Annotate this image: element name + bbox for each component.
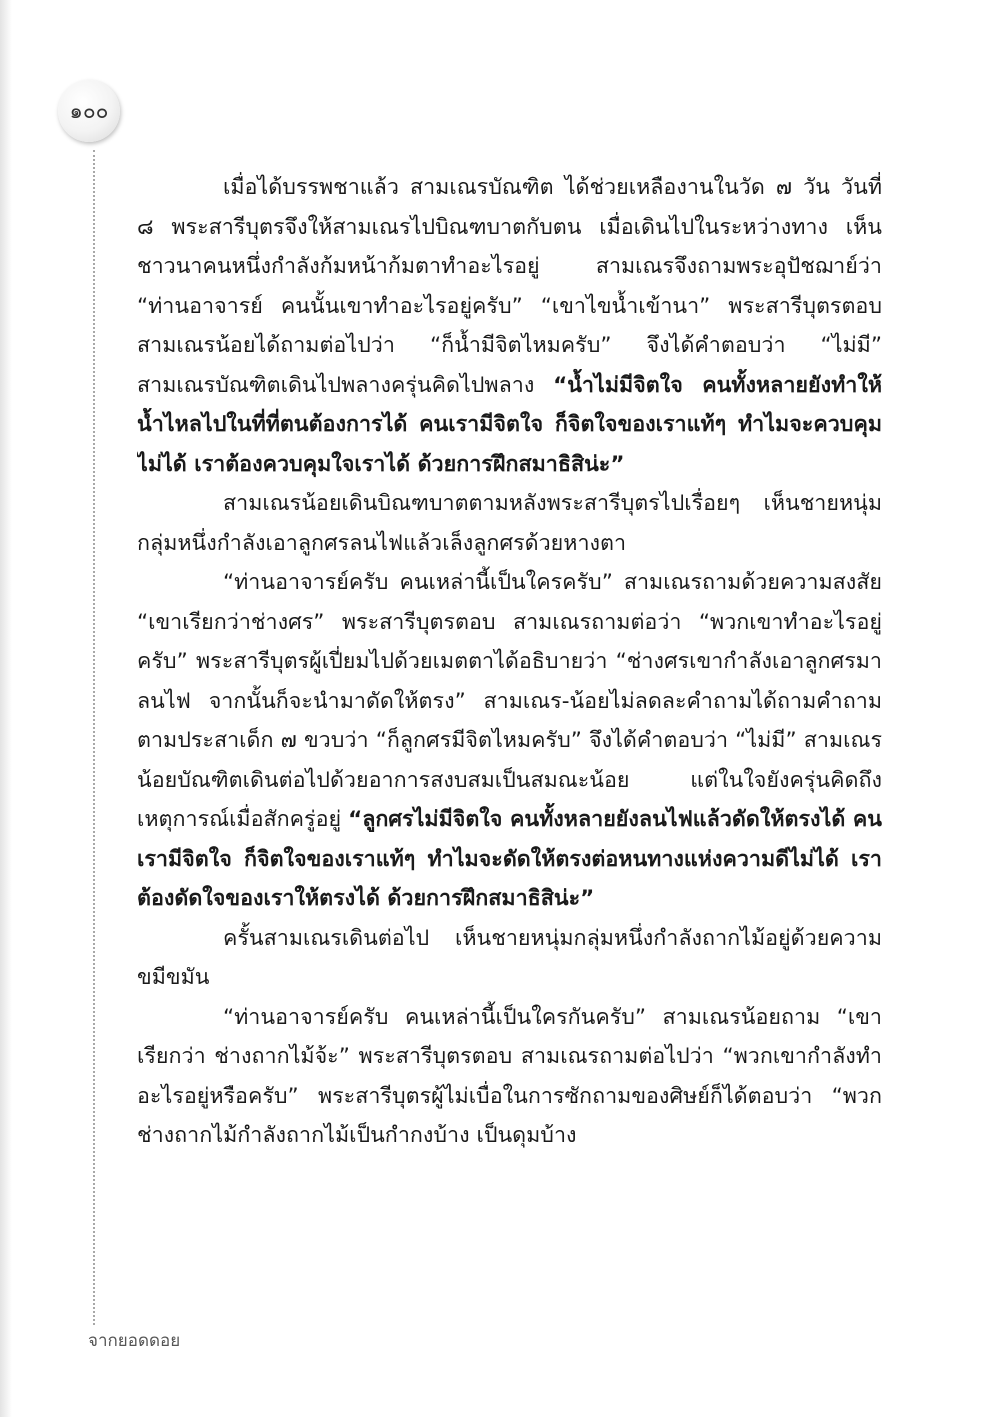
paragraph-5 — [137, 998, 882, 1156]
page-number-badge — [58, 80, 120, 142]
paragraph-3-run-2-bold: “ลูกศรไม่มีจิตใจ คนทั้งหลายยังลนไฟแล้วดัดให้ตรงได้ คนเรามีจิตใจ ก็จิตใจของเราแท้ๆ ทำไมจะดัดให้ตรงต่อหนทางแห่งความดีไม่ได้ เราต้องดัดใจของเราให้ตรงได้ ด้วยการฝึกสมาธิสิน่ะ” — [137, 807, 882, 911]
paragraph-1 — [137, 168, 882, 484]
body-text — [137, 168, 882, 1308]
page-number: ๑๐๐ — [69, 98, 109, 123]
paragraph-4-run-1: ครั้นสามเณรเดินต่อไป เห็นชายหนุ่มกลุ่มหนึ่งกำลังถากไม้อยู่ด้วยความขมีขมัน — [137, 925, 882, 990]
paragraph-5-run-1: “ท่านอาจารย์ครับ คนเหล่านี้เป็นใครกันครับ” สามเณรน้อยถาม “เขาเรียกว่า ช่างถากไม้จ้ะ” พระสารีบุตรตอบ สามเณรถามต่อไปว่า “พวกเขากำลังทำอะไรอยู่หรือครับ” พระสารีบุตรผู้ไม่เบื่อในการซักถามของศิษย์ก็ได้ตอบว่า “พวกช่างถากไม้กำลังถากไม้เป็นกำกงบ้าง เป็นดุมบ้าง — [137, 1004, 882, 1148]
paragraph-4 — [137, 919, 882, 998]
page-edge-shadow — [0, 0, 12, 1417]
paragraph-2 — [137, 484, 882, 563]
paragraph-2-run-1: สามเณรน้อยเดินบิณฑบาตตามหลังพระสารีบุตรไปเรื่อยๆ เห็นชายหนุ่มกลุ่มหนึ่งกำลังเอาลูกศรลนไฟแล้วเล็งลูกศรด้วยหางตา — [137, 491, 882, 556]
paragraph-3 — [137, 563, 882, 919]
paragraph-1-run-2-bold: “น้ำไม่มีจิตใจ คนทั้งหลายยังทำให้น้ำไหลไปในที่ที่ตนต้องการได้ คนเรามีจิตใจ ก็จิตใจของเราแท้ๆ ทำไมจะควบคุมไม่ได้ เราต้องควบคุมใจเราได้ ด้วยการฝึกสมาธิสิน่ะ” — [137, 372, 882, 477]
paragraph-1-run-1: เมื่อได้บรรพชาแล้ว สามเณรบัณฑิต ได้ช่วยเหลืองานในวัด ๗ วัน วันที่ ๘ พระสารีบุตรจึงให้สามเณรไปบิณฑบาตกับตน เมื่อเดินไปในระหว่างทาง เห็นชาวนาคนหนึ่งกำลังก้มหน้าก้มตาทำอะไรอยู่ สามเณรจึงถามพระอุปัชฌาย์ว่า “ท่านอาจารย์ คนนั้นเขาทำอะไรอยู่ครับ” “เขาไขน้ำเข้านา” พระสารีบุตรตอบ สามเณรน้อยได้ถามต่อไปว่า “ก็น้ำมีจิตไหมครับ” จึงได้คำตอบว่า “ไม่มี” สามเณรบัณฑิตเดินไปพลางครุ่นคิดไปพลาง — [137, 175, 882, 398]
running-footer: จากยอดดอย — [88, 1331, 181, 1351]
dotted-margin-rule — [93, 150, 95, 1325]
paragraph-3-run-1: “ท่านอาจารย์ครับ คนเหล่านี้เป็นใครครับ” สามเณรถามด้วยความสงสัย “เขาเรียกว่าช่างศร” พระสารีบุตรตอบ สามเณรถามต่อว่า “พวกเขาทำอะไรอยู่ครับ” พระสารีบุตรผู้เปี่ยมไปด้วยเมตตาได้อธิบายว่า “ช่างศรเขากำลังเอาลูกศรมาลนไฟ จากนั้นก็จะนำมาดัดให้ตรง” สามเณร-น้อยไม่ลดละคำถามได้ถามคำถามตามประสาเด็ก ๗ ขวบว่า “ก็ลูกศรมีจิตไหมครับ” จึงได้คำตอบว่า “ไม่มี” สามเณรน้อยบัณฑิตเดินต่อไปด้วยอาการสงบสมเป็นสมณะน้อย แต่ในใจยังครุ่นคิดถึงเหตุการณ์เมื่อสักครู่อยู่ — [137, 570, 882, 832]
